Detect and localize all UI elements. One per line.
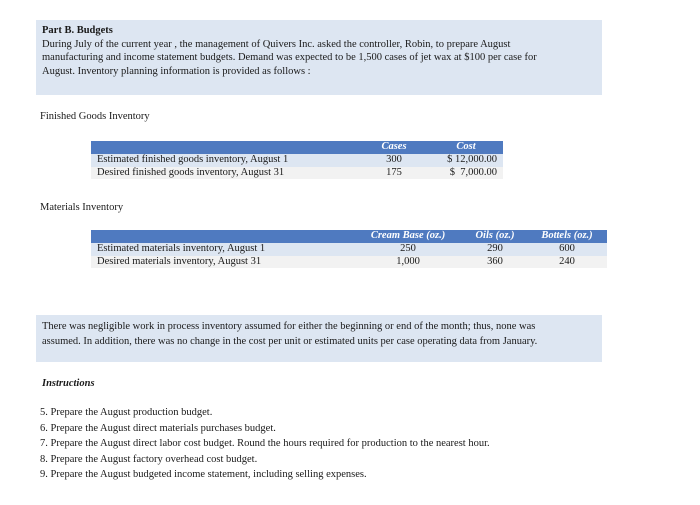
list-item: 9. Prepare the August budgeted income statement, including selling expenses. [40,469,367,481]
materials-label: Materials Inventory [40,202,124,213]
bottles-value: 240 [527,256,607,269]
row-label: Estimated materials inventory, August 1 [91,243,353,256]
oils-value: 290 [463,243,527,256]
list-item: 8. Prepare the August factory overhead cost budget. [40,453,258,465]
table-row [91,167,503,180]
intro-box [36,20,602,95]
list-item: 7. Prepare the August direct labor cost budget. Round the hours required for production to the nearest hour. [40,438,490,450]
list-item: 6. Prepare the August direct materials purchases budget. [40,422,276,434]
header-cases: Cases [359,141,429,154]
header-cost: Cost [429,141,503,154]
intro-line-1: During July of the current year , the management of Quivers Inc. asked the controller, Robin, to prepare August [42,38,511,50]
row-label: Estimated finished goods inventory, August 1 [91,154,359,167]
note-line-1: There was negligible work in process inventory assumed for either the beginning or end of the month; thus, none was [42,321,536,332]
oils-value: 360 [463,256,527,269]
table-row [91,256,607,269]
table-row [91,243,607,256]
table-row [91,154,503,167]
instructions-heading: Instructions [42,378,95,389]
list-item: 5. Prepare the August production budget. [40,407,213,418]
note-box [36,315,602,362]
cream-value: 1,000 [353,256,463,269]
instructions-list [40,405,490,483]
intro-line-3: August. Inventory planning information is provided as follows : [42,65,311,77]
cases-value: 300 [359,154,429,167]
row-label: Desired finished goods inventory, August 31 [91,167,359,180]
header-bottles: Bottels (oz.) [527,230,607,243]
header-cream-base: Cream Base (oz.) [353,230,463,243]
finished-goods-table [91,141,503,179]
cost-value: $ 7,000.00 [429,167,503,180]
materials-header-row [91,230,607,243]
materials-table [91,230,607,268]
cost-value: $ 12,000.00 [429,154,503,167]
intro-title: Part B. Budgets [42,25,113,36]
row-label: Desired materials inventory, August 31 [91,256,353,269]
cream-value: 250 [353,243,463,256]
bottles-value: 600 [527,243,607,256]
finished-goods-label: Finished Goods Inventory [40,111,150,122]
header-oils: Oils (oz.) [463,230,527,243]
finished-goods-header-row [91,141,503,154]
intro-line-2: manufacturing and income statement budgets. Demand was expected to be 1,500 cases of jet wax at $100 per case for [42,52,537,63]
header-blank [91,230,353,243]
note-line-2: assumed. In addition, there was no change in the cost per unit or estimated units per case operating data from January. [42,336,538,347]
header-blank [91,141,359,154]
cases-value: 175 [359,167,429,180]
